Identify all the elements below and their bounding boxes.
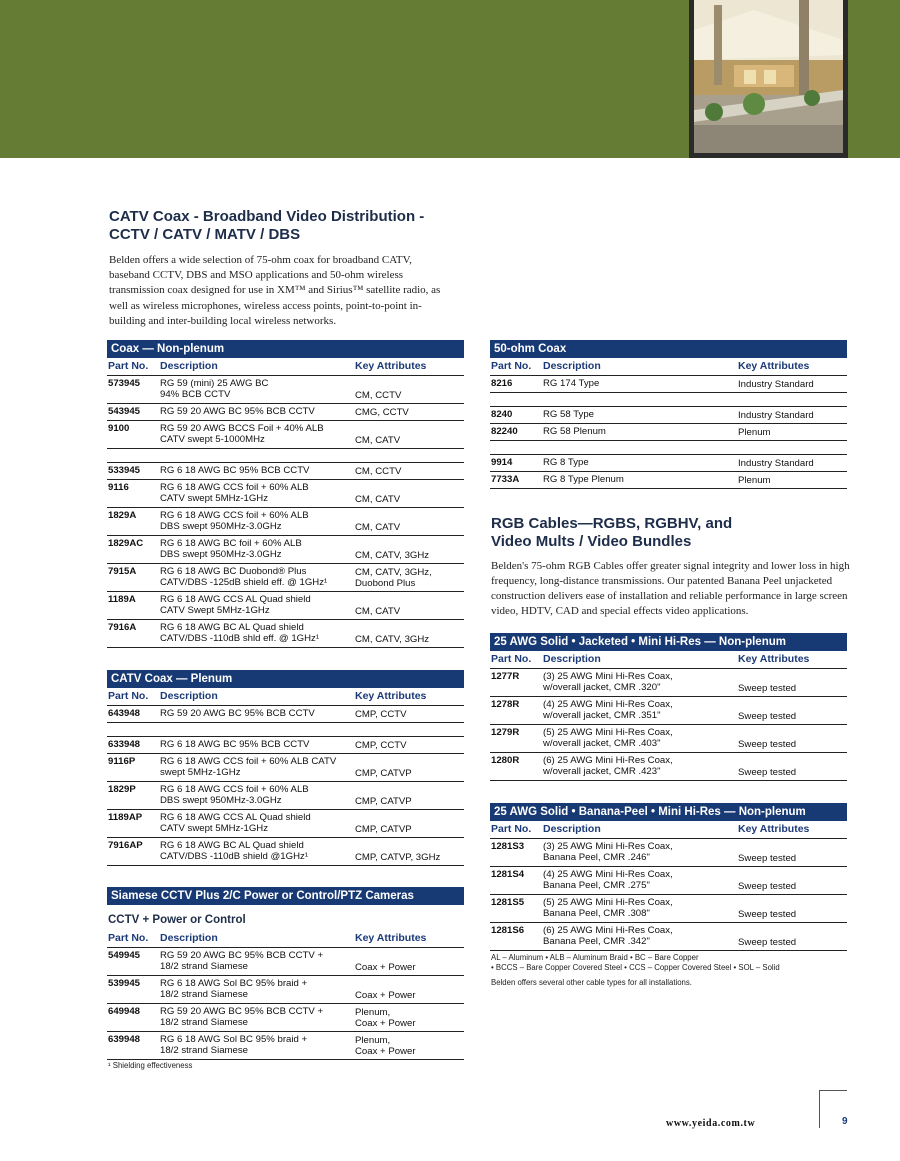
table-row: 649948 RG 59 20 AWG BC 95% BCB CCTV + 18/2 strand Siamese Plenum, Coax + Power [107,1004,464,1032]
catv-intro-text: Belden offers a wide selection of 75-ohm coax for broadband CATV, baseband CCTV, DBS and MSO applications and 50-ohm wireless transmission coax designed for use in XM™ and Sirius™ satellite radio, as well as wireless microphones, wireless access points, point-to-point in-building and inter-building local wireless networks. [109,254,441,327]
footer-website: www.yeida.com.tw [666,1118,756,1129]
table-subtitle: CCTV + Power or Control [108,914,246,926]
table-row: 1189AP RG 6 18 AWG CCS AL Quad shield CATV swept 5MHz-1GHz CMP, CATVP [107,810,464,838]
ohm50-table [490,340,847,489]
column-headers: Part No. Description Key Attributes [107,688,464,706]
table-row: 639948 RG 6 18 AWG Sol BC 95% braid + 18/2 strand Siamese Plenum, Coax + Power [107,1032,464,1060]
table-row: 1829P RG 6 18 AWG CCS foil + 60% ALB DBS swept 950MHz-3.0GHz CMP, CATVP [107,782,464,810]
page-number: 9 [842,1116,848,1127]
rgb-section-title: RGB Cables—RGBS, RGBHV, and Video Mults / Video Bundles [491,515,733,550]
table-row: 1281S6 (6) 25 AWG Mini Hi-Res Coax, Banana Peel, CMR .342" Sweep tested [490,923,847,951]
table-row: 1829A RG 6 18 AWG CCS foil + 60% ALB DBS swept 950MHz-3.0GHz CM, CATV [107,508,464,536]
coax-nonplenum-table [107,340,464,648]
table-header: 50-ohm Coax [490,340,847,358]
table-row: 1281S5 (5) 25 AWG Mini Hi-Res Coax, Banana Peel, CMR .308" Sweep tested [490,895,847,923]
footnote: ¹ Shielding effectiveness [108,1061,193,1070]
footer-divider-top [819,1090,847,1091]
table-row: 573945 RG 59 (mini) 25 AWG BC 94% BCB CCTV CM, CCTV [107,376,464,404]
column-headers: Part No. Description Key Attributes [490,821,847,839]
table-row: 8240 RG 58 Type Industry Standard [490,407,847,424]
catv-plenum-table [107,670,464,866]
table-row: 539945 RG 6 18 AWG Sol BC 95% braid + 18/2 strand Siamese Coax + Power [107,976,464,1004]
column-headers: Part No. Description Key Attributes [490,651,847,669]
table-row: 643948 RG 59 20 AWG BC 95% BCB CCTV CMP, CCTV [107,706,464,723]
table-row: 8216 RG 174 Type Industry Standard [490,376,847,393]
table-row: 1278R (4) 25 AWG Mini Hi-Res Coax, w/overall jacket, CMR .351" Sweep tested [490,697,847,725]
table-row: 1280R (6) 25 AWG Mini Hi-Res Coax, w/overall jacket, CMR .423" Sweep tested [490,753,847,781]
table-row: 82240 RG 58 Plenum Plenum [490,424,847,441]
table-row: 549945 RG 59 20 AWG BC 95% BCB CCTV + 18/2 strand Siamese Coax + Power [107,948,464,976]
table-row: 7916AP RG 6 18 AWG BC AL Quad shield CATV/DBS -110dB shield @1GHz¹ CMP, CATVP, 3GHz [107,838,464,866]
table-row: 9116P RG 6 18 AWG CCS foil + 60% ALB CATV swept 5MHz-1GHz CMP, CATVP [107,754,464,782]
table-row: 7733A RG 8 Type Plenum Plenum [490,472,847,489]
table-row: 9100 RG 59 20 AWG BCCS Foil + 40% ALB CATV swept 5-1000MHz CM, CATV [107,421,464,449]
table-row: 1829AC RG 6 18 AWG BC foil + 60% ALB DBS swept 950MHz-3.0GHz CM, CATV, 3GHz [107,536,464,564]
table-row: 543945 RG 59 20 AWG BC 95% BCB CCTV CMG, CCTV [107,404,464,421]
footer-divider [819,1090,820,1128]
column-headers: Part No. Description Key Attributes [107,930,464,948]
mall-interior-image [694,0,843,153]
rgb-intro-text: Belden's 75-ohm RGB Cables offer greater signal integrity and lower loss in high frequency, long-distance transmissions. Our patented Banana Peel unjacketed construction delivers ease of installation and reliable performance in large screen video, HDTV, CAD and special effects video applications. [491,560,850,617]
banana-peel-table [490,803,847,951]
column-headers: Part No. Description Key Attributes [107,358,464,376]
table-row: 7916A RG 6 18 AWG BC AL Quad shield CATV/DBS -110dB shld eff. @ 1GHz¹ CM, CATV, 3GHz [107,620,464,648]
table-header: Siamese CCTV Plus 2/C Power or Control/PTZ Cameras [107,887,464,905]
table-row: 1277R (3) 25 AWG Mini Hi-Res Coax, w/overall jacket, CMR .320" Sweep tested [490,669,847,697]
table-row: 9116 RG 6 18 AWG CCS foil + 60% ALB CATV swept 5MHz-1GHz CM, CATV [107,480,464,508]
table-row: 533945 RG 6 18 AWG BC 95% BCB CCTV CM, CCTV [107,463,464,480]
table-row: 1189A RG 6 18 AWG CCS AL Quad shield CATV Swept 5MHz-1GHz CM, CATV [107,592,464,620]
table-row: 7915A RG 6 18 AWG BC Duobond® Plus CATV/DBS -125dB shield eff. @ 1GHz¹ CM, CATV, 3GHz, Duobond Plus [107,564,464,592]
header-photo [689,0,848,158]
other-cables-note: Belden offers several other cable types for all installations. [491,978,692,987]
table-row: 633948 RG 6 18 AWG BC 95% BCB CCTV CMP, CCTV [107,737,464,754]
table-row: 1281S3 (3) 25 AWG Mini Hi-Res Coax, Banana Peel, CMR .246" Sweep tested [490,839,847,867]
catv-section-title: CATV Coax - Broadband Video Distribution - CCTV / CATV / MATV / DBS [109,208,425,243]
table-row: 1281S4 (4) 25 AWG Mini Hi-Res Coax, Banana Peel, CMR .275" Sweep tested [490,867,847,895]
table-row: 9914 RG 8 Type Industry Standard [490,455,847,472]
abbreviation-legend: AL – Aluminum • ALB – Aluminum Braid • BC – Bare Copper • BCCS – Bare Copper Covered Steel • CCS – Copper Covered Steel • SOL – Solid [491,953,780,972]
table-header: Coax — Non-plenum [107,340,464,358]
jacketed-table [490,633,847,781]
table-header: 25 AWG Solid • Jacketed • Mini Hi-Res — Non-plenum [490,633,847,651]
table-header: CATV Coax — Plenum [107,670,464,688]
column-headers: Part No. Description Key Attributes [490,358,847,376]
siamese-table [107,887,464,1060]
table-row: 1279R (5) 25 AWG Mini Hi-Res Coax, w/overall jacket, CMR .403" Sweep tested [490,725,847,753]
table-header: 25 AWG Solid • Banana-Peel • Mini Hi-Res — Non-plenum [490,803,847,821]
